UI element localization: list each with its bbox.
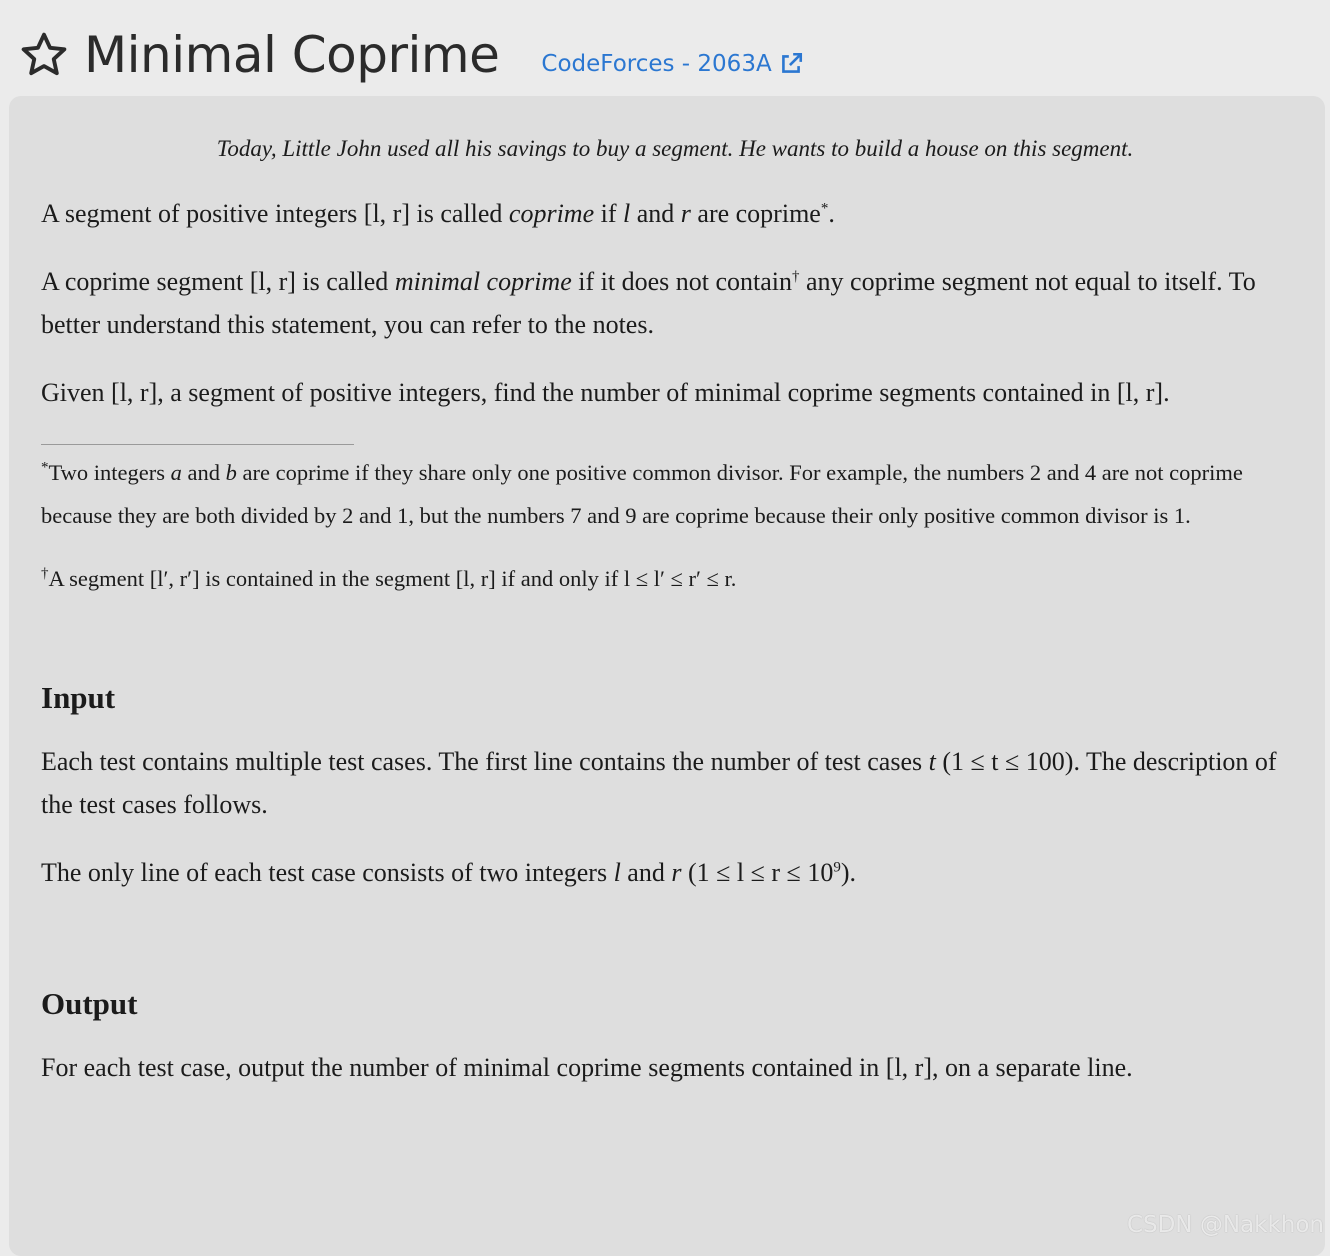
source-link[interactable] xyxy=(541,51,803,77)
problem-header xyxy=(18,22,804,88)
math: [l, r] xyxy=(111,378,158,407)
footnote: *Two integers a and b are coprime if they share only one positive common divisor. For example, the numbers 2 and 4 are not coprime because they are both divided by 2 and 1, but the numbers 7 and 9 are coprime because their only positive common divisor is 1. xyxy=(41,459,1243,528)
math: r xyxy=(680,199,691,228)
math: t xyxy=(928,747,936,776)
math: l xyxy=(623,199,631,228)
math: b xyxy=(225,460,237,485)
source-link-label: CodeForces - 2063A xyxy=(541,51,772,77)
math: l xyxy=(613,858,621,887)
problem-title: Minimal Coprime xyxy=(84,26,500,84)
math: 1 ≤ t ≤ 100 xyxy=(951,747,1065,776)
statement-paragraph: Given [l, r], a segment of positive integers, find the number of minimal coprime segments contained in [l, r]. xyxy=(41,378,1170,407)
math: [l, r] xyxy=(885,1053,932,1082)
math: [l′, r′] xyxy=(149,566,200,591)
legend-text: Today, Little John used all his savings to buy a segment. He wants to build a house on this segment. xyxy=(216,136,1134,161)
watermark: CSDN @Nakkhon xyxy=(1126,1212,1324,1238)
output-heading: Output xyxy=(41,986,138,1021)
external-link-icon xyxy=(778,51,804,77)
star-icon[interactable] xyxy=(18,29,70,81)
input-heading: Input xyxy=(41,680,116,715)
math: [l, r] xyxy=(363,199,410,228)
statement-paragraph: A coprime segment [l, r] is called minimal coprime if it does not contain† any coprime segment not equal to itself. To better understand this statement, you can refer to the notes. xyxy=(41,267,1256,339)
math: a xyxy=(170,460,182,485)
problem-statement-card xyxy=(9,96,1325,1256)
statement-content xyxy=(41,96,1309,1089)
input-paragraph: Each test contains multiple test cases. The first line contains the number of test cases t (1 ≤ t ≤ 100). The description of the test cases follows. xyxy=(41,747,1277,819)
math: r xyxy=(671,858,682,887)
input-paragraph: The only line of each test case consists of two integers l and r $(1 \le l \le r \le 10^9)$. xyxy=(41,858,857,887)
math: [l, r] xyxy=(249,267,296,296)
math: [l, r] xyxy=(455,566,496,591)
footnote-divider xyxy=(41,444,354,445)
statement-paragraph: A segment of positive integers [l, r] is called coprime if l and r are coprime*. xyxy=(41,199,835,228)
footnote: †A segment [l′, r′] is contained in the segment [l, r] if and only if l ≤ l′ ≤ r′ ≤ r. xyxy=(41,565,737,591)
math: 1 ≤ l ≤ r ≤ 10 xyxy=(696,858,834,887)
math: [l, r] xyxy=(1116,378,1164,407)
output-paragraph: For each test case, output the number of minimal coprime segments contained in [l, r], on a separate line. xyxy=(41,1053,1133,1082)
math: l ≤ l′ ≤ r′ ≤ r xyxy=(623,566,731,591)
